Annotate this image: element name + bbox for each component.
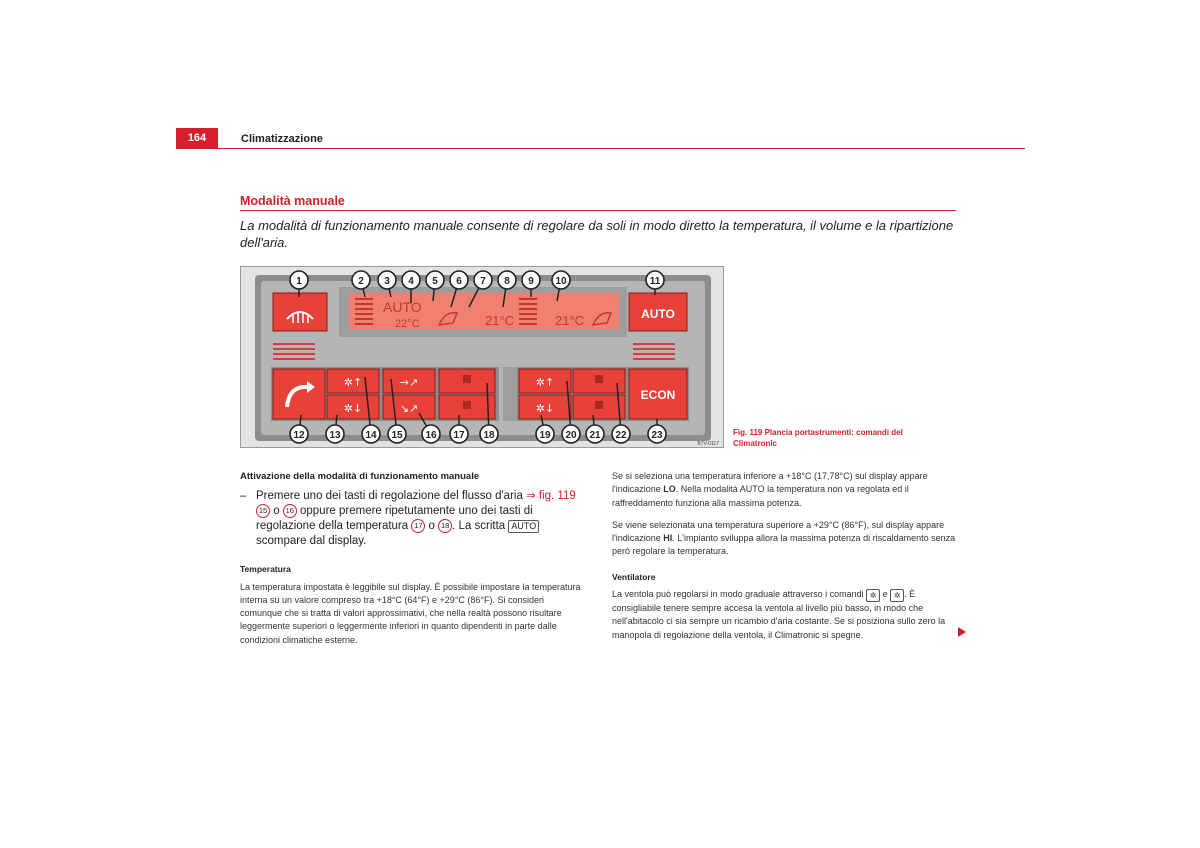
callout-label-16: 16	[425, 430, 437, 441]
display-temp-center: 21°C	[485, 313, 515, 328]
page-number: 164	[176, 128, 218, 148]
callout-label-22: 22	[615, 430, 627, 441]
step-text: Premere uno dei tasti di regolazione del flusso d'aria	[256, 490, 527, 503]
chapter-title: Climatizzazione	[241, 133, 323, 145]
auto-key: AUTO	[508, 520, 539, 533]
temperature-heading: Temperatura	[240, 564, 291, 575]
right-column	[612, 470, 957, 651]
fan-up-key-icon: ✲	[866, 589, 880, 602]
callout-label-6: 6	[456, 276, 462, 287]
callout-label-15: 15	[391, 430, 403, 441]
low-temp-text-2: . Nella modalità AUTO la temperatura non va regolata ed il raffreddamento funziona alla massima potenza.	[612, 484, 909, 508]
lo-indicator: LO	[663, 484, 676, 495]
auto-button-label: AUTO	[641, 307, 675, 321]
step-text-or: o	[270, 505, 283, 518]
callout-label-7: 7	[480, 276, 486, 287]
left-column	[240, 470, 585, 656]
callout-ref-15: 15	[256, 504, 270, 518]
callout-label-8: 8	[504, 276, 510, 287]
callout-label-14: 14	[365, 430, 377, 441]
callout-label-3: 3	[384, 276, 390, 287]
svg-text:✲↑: ✲↑	[535, 376, 555, 389]
callout-label-21: 21	[589, 430, 601, 441]
callout-label-20: 20	[565, 430, 577, 441]
callout-label-1: 1	[296, 276, 302, 287]
high-temp-text: Se viene selezionata una temperatura superiore a +29°C (86°F), sul display appare l'indicazione	[612, 519, 945, 544]
callout-ref-17: 17	[411, 519, 425, 533]
step-text-final: scompare dal display.	[256, 535, 367, 548]
header-rule	[176, 148, 1025, 149]
step-text-end: . La scritta	[452, 520, 509, 533]
callout-ref-18: 18	[438, 519, 452, 533]
section-intro: La modalità di funzionamento manuale consente di regolare da soli in modo diretto la temperatura, il volume e la ripartizione dell'aria.	[240, 218, 954, 250]
fan-text-2: . È consigliabile tenere sempre accesa la ventola al livello più basso, in modo che nell'abitacolo ci sia sempre un ricambio d'aria costante. Se si posiziona sullo zero la manopola di regolazione della ventola, il Climatronic si spegne.	[612, 589, 946, 640]
figure-code: B7V-0117	[697, 441, 719, 447]
svg-text:→↗: →↗	[399, 376, 419, 389]
svg-text:✲↓: ✲↓	[343, 402, 363, 415]
step-text-temp: oppure premere ripetutamente uno dei tasti di regolazione della temperatura	[256, 505, 533, 533]
svg-text:✲↑: ✲↑	[343, 376, 363, 389]
display-temp-left: 22°C	[395, 318, 420, 330]
continue-arrow-icon	[958, 627, 966, 637]
callout-label-17: 17	[453, 430, 465, 441]
fan-text: La ventola può regolarsi in modo graduale attraverso i comandi	[612, 589, 867, 600]
section-title: Modalità manuale	[240, 194, 345, 208]
callout-label-23: 23	[651, 430, 663, 441]
low-temp-paragraph	[612, 470, 957, 510]
callout-ref-16: 16	[283, 504, 297, 518]
svg-text:✲↓: ✲↓	[535, 402, 555, 415]
step-text-or-2: o	[425, 520, 439, 533]
step-dash: –	[240, 490, 247, 503]
fan-text-and: e	[880, 589, 891, 600]
callout-label-5: 5	[432, 276, 438, 287]
fan-down-key-icon: ✲	[890, 589, 904, 602]
figure-caption: Fig. 119 Plancia portastrumenti: comandi del Climatronic	[733, 428, 903, 448]
callout-label-19: 19	[539, 430, 551, 441]
climatronic-panel-illustration	[241, 267, 725, 449]
callout-label-11: 11	[649, 276, 661, 287]
svg-text:↘↗: ↘↗	[399, 402, 419, 415]
section-rule	[240, 210, 956, 211]
callout-label-12: 12	[293, 430, 305, 441]
callout-label-13: 13	[329, 430, 341, 441]
climatronic-panel-figure	[240, 266, 724, 448]
figure-link[interactable]: ⇒ fig. 119	[526, 490, 576, 503]
econ-button-label: ECON	[640, 388, 676, 402]
manual-mode-heading: Attivazione della modalità di funzionamento manuale	[240, 471, 480, 482]
high-temp-paragraph	[612, 519, 957, 559]
high-temp-text-2: . L'impianto sviluppa allora la massima potenza di riscaldamento senza però regolare la temperatura.	[612, 533, 956, 557]
callout-label-10: 10	[555, 276, 567, 287]
callout-label-9: 9	[528, 276, 534, 287]
fan-heading: Ventilatore	[612, 571, 656, 582]
display-mode: AUTO	[383, 299, 422, 315]
low-temp-text: Se si seleziona una temperatura inferiore a +18°C (17,78°C) sul display appare l'indicazione	[612, 471, 928, 495]
callout-label-18: 18	[483, 430, 495, 441]
callout-label-4: 4	[408, 276, 414, 287]
callout-label-2: 2	[358, 276, 364, 287]
hi-indicator: HI	[663, 533, 673, 544]
recirculation-button	[273, 369, 325, 419]
instruction-step	[240, 489, 585, 549]
display-temp-right: 21°C	[555, 313, 585, 328]
fan-paragraph	[612, 588, 957, 642]
temperature-text: La temperatura impostata è leggibile sul display. È possibile impostare la temperatura interna su un valore compreso tra +18°C (64°F) e +29°C (86°F). Si consideri comunque che si tratta di valori approssimativi, che nella realtà possono risultare leggermente superiori o leggermente inferiori in quanto dipendenti in parte dalle condizioni climatiche esterne.	[240, 581, 581, 645]
